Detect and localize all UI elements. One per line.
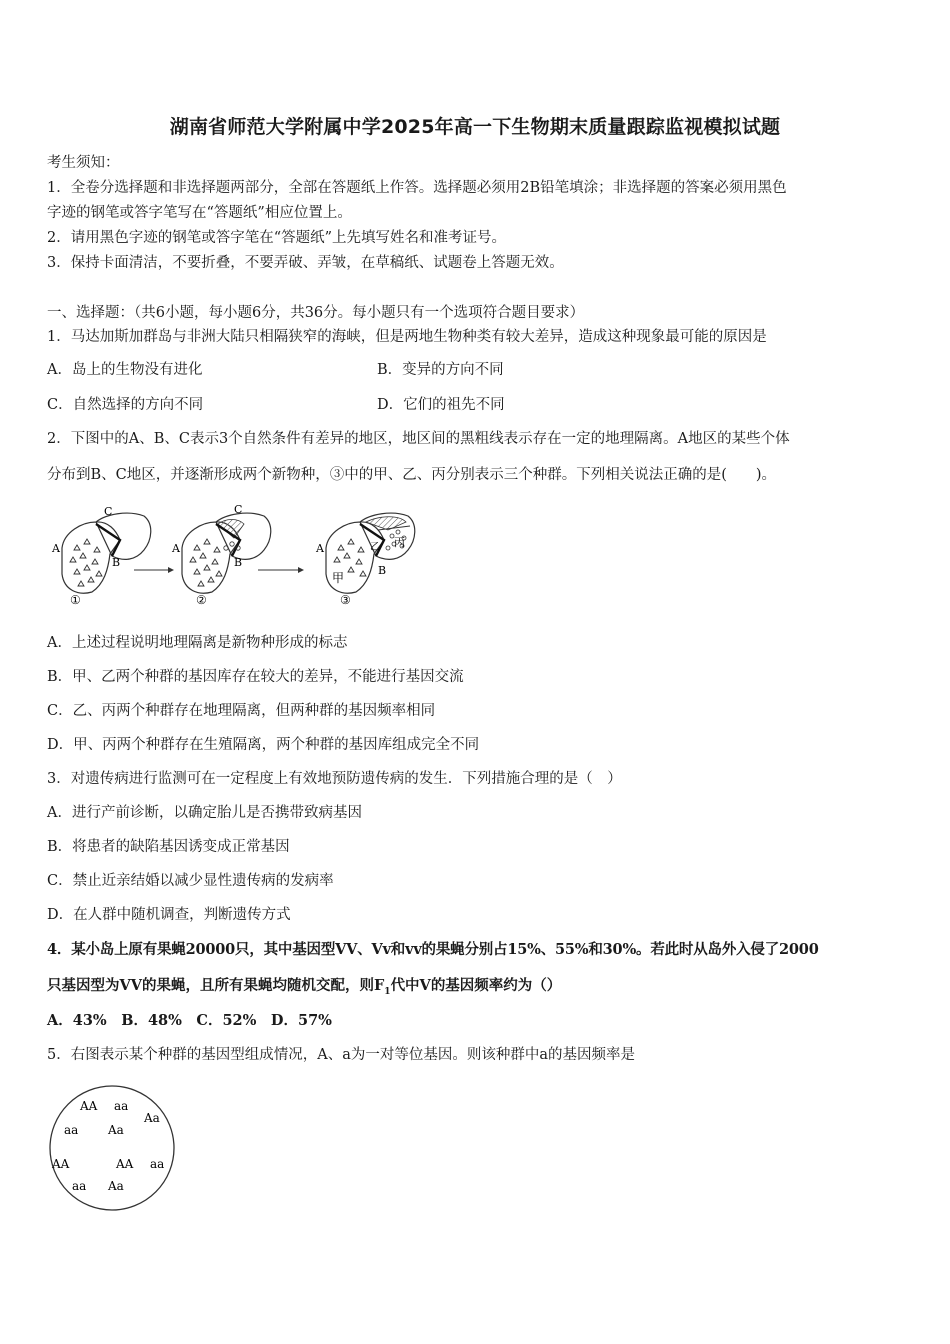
q4-stem-a: 4．某小岛上原有果蝇20000只，其中基因型VV、Vv和vv的果蝇分别占15%、55%和30%。若此时从岛外入侵了2000 [47,941,819,958]
panel-number-3: ③ [340,593,351,607]
label-a-2: A [172,542,180,555]
label-b-3: B [378,564,387,577]
q4-options: A．43% B．48% C．52% D．57% [47,1012,332,1029]
figure-panel-3 [315,513,415,607]
q2-stem-b: 分布到B、C地区，并逐渐形成两个新物种，③中的甲、乙、丙分别表示三个种群。下列相关说法正确的是( )。 [47,467,777,483]
q4-subscript: 1 [384,986,391,997]
notice-item-1a: 1．全卷分选择题和非选择题两部分，全部在答题纸上作答。选择题必须用2B铅笔填涂；非选择题的答案必须用黑色 [47,180,787,196]
label-jia: 甲 [332,571,345,585]
genotype-3: Aa [144,1111,160,1125]
q3-option-c: C．禁止近亲结婚以减少显性遗传病的发病率 [47,873,334,889]
q1-option-c: C．自然选择的方向不同 [47,397,204,413]
label-b-2: B [234,556,243,569]
panel-number-2: ② [196,593,207,607]
genotype-9: aa [72,1179,87,1193]
genotype-7: AA [116,1157,134,1171]
figure-panel-2 [171,503,271,607]
genotype-10: Aa [108,1179,124,1193]
q5-population-figure [44,1082,180,1214]
label-c-2: C [234,503,243,516]
notice-item-1b: 字迹的钢笔或答字笔写在“答题纸”相应位置上。 [47,205,352,221]
figure-panel-1 [51,505,151,607]
q2-option-d: D．甲、丙两个种群存在生殖隔离，两个种群的基因库组成完全不同 [47,737,480,753]
q2-figure [48,500,428,608]
panel-number-1: ① [70,593,81,607]
genotype-2: aa [114,1099,129,1113]
q3-option-a: A．进行产前诊断，以确定胎儿是否携带致病基因 [47,805,362,821]
q1-option-d: D．它们的祖先不同 [377,397,505,413]
genotype-8: aa [150,1157,165,1171]
page-title: 湖南省师范大学附属中学2025年高一下生物期末质量跟踪监视模拟试题 [169,116,781,138]
q2-option-c: C．乙、丙两个种群存在地理隔离，但两种群的基因频率相同 [47,703,436,719]
genotype-6: AA [52,1157,70,1171]
arrow-2 [258,567,304,573]
q1-stem: 1．马达加斯加群岛与非洲大陆只相隔狭窄的海峡，但是两地生物种类有较大差异，造成这种现象最可能的原因是 [47,329,767,345]
q1-option-a: A．岛上的生物没有进化 [47,362,203,378]
q3-stem: 3．对遗传病进行监测可在一定程度上有效地预防遗传病的发生．下列措施合理的是（ ） [47,771,622,787]
q3-option-b: B．将患者的缺陷基因诱变成正常基因 [47,839,290,855]
notice-item-2: 2．请用黑色字迹的钢笔或答字笔在“答题纸”上先填写姓名和准考证号。 [47,230,507,246]
label-yi: 乙 [370,542,380,553]
arrow-1 [134,567,174,573]
section-heading: 一、选择题：（共6小题，每小题6分，共36分。每小题只有一个选项符合题目要求） [47,305,585,321]
q2-stem-a: 2．下图中的A、B、C表示3个自然条件有差异的地区，地区间的黑粗线表示存在一定的地理隔离。A地区的某些个体 [47,431,790,447]
q5-stem: 5．右图表示某个种群的基因型组成情况，A、a为一对等位基因。则该种群中a的基因频率是 [47,1047,635,1063]
genotype-5: Aa [108,1123,124,1137]
label-a-1: A [52,542,60,555]
notice-item-3: 3．保持卡面清洁，不要折叠，不要弄破、弄皱，在草稿纸、试题卷上答题无效。 [47,255,564,271]
label-b-1: B [112,556,121,569]
q4-stem-b [47,976,917,1002]
q3-option-d: D．在人群中随机调查，判断遗传方式 [47,907,291,923]
genotype-4: aa [64,1123,79,1137]
q1-option-b: B．变异的方向不同 [377,362,504,378]
label-c-1: C [104,505,113,518]
q4-stem-b-part1: 只基因型为VV的果蝇，且所有果蝇均随机交配，则F [47,977,385,994]
label-bing: 丙 [394,536,405,549]
q4-stem-b-part2: 代中V的基因频率约为（） [390,977,562,994]
genotype-1: AA [80,1099,98,1113]
q2-option-a: A．上述过程说明地理隔离是新物种形成的标志 [47,635,348,651]
label-a-3: A [316,542,324,555]
q2-option-b: B．甲、乙两个种群的基因库存在较大的差异，不能进行基因交流 [47,669,464,685]
notice-heading: 考生须知： [47,155,120,171]
